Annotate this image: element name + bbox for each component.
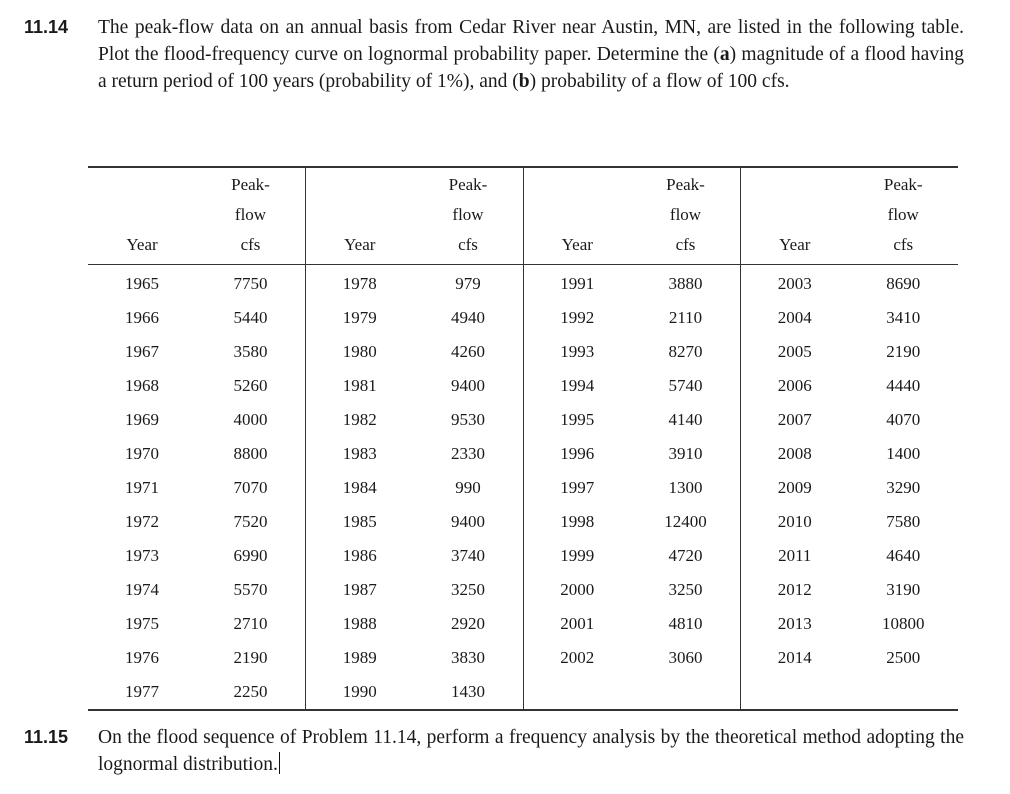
year-cell: 1988 — [342, 614, 377, 633]
peak-flow-cell: 2250 — [196, 675, 306, 710]
peak-flow-cell — [631, 675, 741, 710]
year-cell: 1990 — [342, 682, 377, 701]
peak-flow-cell: 3880 — [631, 265, 741, 302]
year-cell: 2006 — [777, 376, 812, 395]
peak-flow-cell: 2920 — [414, 607, 524, 641]
year-cell: 1982 — [342, 410, 377, 429]
peak-flow-cell: 4640 — [886, 546, 921, 565]
peak-flow-cell: 2190 — [886, 342, 921, 361]
year-cell: 2004 — [777, 308, 812, 327]
peak-flow-cell: 7070 — [196, 471, 306, 505]
year-cell — [741, 675, 849, 710]
peak-flow-cell: 3250 — [631, 573, 741, 607]
table-row — [88, 505, 958, 539]
year-cell: 2013 — [777, 614, 812, 633]
peak-flow-cell: 4070 — [886, 410, 921, 429]
year-cell: 2011 — [778, 546, 812, 565]
peak-flow-cell: 3060 — [631, 641, 741, 675]
peak-flow-cell: 1430 — [414, 675, 524, 710]
year-cell: 2014 — [777, 648, 812, 667]
table-row — [88, 573, 958, 607]
year-cell: 2003 — [777, 274, 812, 293]
table-row — [88, 471, 958, 505]
year-cell: 1994 — [560, 376, 595, 395]
year-cell: 1970 — [125, 444, 159, 463]
peak-flow-cell — [849, 675, 959, 710]
year-cell: 2007 — [777, 410, 812, 429]
year-cell: 1981 — [342, 376, 377, 395]
table-row — [88, 301, 958, 335]
header-peak-flow: Peak- flow cfs — [849, 167, 959, 265]
peak-flow-cell: 4940 — [414, 301, 524, 335]
year-cell: 1974 — [125, 580, 159, 599]
year-cell: 1979 — [342, 308, 377, 327]
year-cell: 1969 — [125, 410, 159, 429]
year-cell: 1978 — [342, 274, 377, 293]
peak-flow-cell: 10800 — [882, 614, 925, 633]
peak-flow-cell: 3290 — [886, 478, 921, 497]
peak-flow-cell: 979 — [414, 265, 524, 302]
year-cell: 1966 — [125, 308, 159, 327]
problem-number: 11.15 — [24, 727, 69, 747]
peak-flow-cell: 2500 — [886, 648, 921, 667]
peak-flow-cell: 3250 — [414, 573, 524, 607]
year-cell: 1973 — [125, 546, 159, 565]
year-cell: 2010 — [777, 512, 812, 531]
peak-flow-cell: 3410 — [886, 308, 921, 327]
peak-flow-cell: 2710 — [196, 607, 306, 641]
peak-flow-cell: 3740 — [414, 539, 524, 573]
year-cell: 1971 — [125, 478, 159, 497]
year-cell: 1999 — [560, 546, 595, 565]
year-cell — [523, 675, 631, 710]
peak-flow-cell: 7580 — [886, 512, 921, 531]
year-cell: 1986 — [342, 546, 377, 565]
header-peak-flow: Peak- flow cfs — [196, 167, 306, 265]
peak-flow-cell: 5740 — [631, 369, 741, 403]
problem-text[interactable]: On the flood sequence of Problem 11.14, perform a frequency analysis by the theoretical method adopting the lognormal distribution. — [98, 727, 964, 775]
year-cell: 1992 — [560, 308, 595, 327]
year-cell: 1976 — [125, 648, 159, 667]
problem-11-15 — [24, 724, 964, 778]
year-cell: 1980 — [342, 342, 377, 361]
peak-flow-cell: 2190 — [196, 641, 306, 675]
peak-flow-cell: 2330 — [414, 437, 524, 471]
peak-flow-cell: 1300 — [631, 471, 741, 505]
table-row — [88, 675, 958, 710]
year-cell: 1987 — [342, 580, 377, 599]
peak-flow-cell: 5440 — [196, 301, 306, 335]
peak-flow-cell: 7750 — [196, 265, 306, 302]
peak-flow-cell: 3580 — [196, 335, 306, 369]
year-cell: 2008 — [777, 444, 812, 463]
peak-flow-cell: 4720 — [631, 539, 741, 573]
table-row — [88, 265, 958, 302]
peak-flow-cell: 8800 — [196, 437, 306, 471]
year-cell: 2001 — [560, 614, 595, 633]
year-cell: 1989 — [342, 648, 377, 667]
table-row — [88, 641, 958, 675]
year-cell: 2000 — [560, 580, 595, 599]
problem-text: The peak-flow data on an annual basis from Cedar River near Austin, MN, are listed in the following table. Plot the flood-frequency curve on lognormal probability paper. Determine the (a) magnitude of a flood having a return period of 100 years (probability of 1%), and (b) probability of a flow of 100 cfs. — [98, 17, 964, 92]
table-row — [88, 369, 958, 403]
header-year: Year — [306, 167, 414, 265]
table-row — [88, 607, 958, 641]
year-cell: 1996 — [560, 444, 595, 463]
peak-flow-cell: 4000 — [196, 403, 306, 437]
problem-number: 11.14 — [24, 17, 69, 37]
header-peak-flow: Peak- flow cfs — [414, 167, 524, 265]
year-cell: 1967 — [125, 342, 159, 361]
year-cell: 2009 — [777, 478, 812, 497]
year-cell: 2002 — [560, 648, 595, 667]
table-row — [88, 437, 958, 471]
year-cell: 1972 — [125, 512, 159, 531]
year-cell: 1991 — [560, 274, 595, 293]
year-cell: 1984 — [342, 478, 377, 497]
peak-flow-cell: 3910 — [631, 437, 741, 471]
peak-flow-cell: 9530 — [414, 403, 524, 437]
header-year: Year — [741, 167, 849, 265]
year-cell: 1983 — [342, 444, 377, 463]
peak-flow-cell: 4260 — [414, 335, 524, 369]
peak-flow-cell: 8270 — [631, 335, 741, 369]
year-cell: 1968 — [125, 376, 159, 395]
table-row — [88, 539, 958, 573]
label-a: a — [719, 44, 730, 65]
peak-flow-cell: 4440 — [886, 376, 921, 395]
peak-flow-cell: 1400 — [886, 444, 921, 463]
text-cursor — [279, 752, 281, 774]
label-b: b — [518, 71, 530, 92]
peak-flow-table — [88, 166, 958, 711]
peak-flow-cell: 990 — [414, 471, 524, 505]
peak-flow-cell: 8690 — [886, 274, 921, 293]
peak-flow-cell: 12400 — [631, 505, 741, 539]
table-row — [88, 335, 958, 369]
year-cell: 1998 — [560, 512, 595, 531]
peak-flow-cell: 5260 — [196, 369, 306, 403]
problem-11-14 — [24, 14, 964, 95]
table-row — [88, 403, 958, 437]
peak-flow-cell: 5570 — [196, 573, 306, 607]
year-cell: 2005 — [777, 342, 812, 361]
peak-flow-cell: 3830 — [414, 641, 524, 675]
peak-flow-cell: 7520 — [196, 505, 306, 539]
year-cell: 1993 — [560, 342, 595, 361]
peak-flow-cell: 4140 — [631, 403, 741, 437]
year-cell: 1997 — [560, 478, 595, 497]
year-cell: 1965 — [125, 274, 159, 293]
peak-flow-cell: 4810 — [631, 607, 741, 641]
peak-flow-cell: 2110 — [631, 301, 741, 335]
header-year: Year — [523, 167, 631, 265]
header-year: Year — [88, 167, 196, 265]
peak-flow-cell: 6990 — [196, 539, 306, 573]
peak-flow-cell: 9400 — [414, 505, 524, 539]
peak-flow-cell: 3190 — [886, 580, 921, 599]
year-cell: 2012 — [777, 580, 812, 599]
year-cell: 1977 — [125, 682, 159, 701]
header-peak-flow: Peak- flow cfs — [631, 167, 741, 265]
year-cell: 1985 — [342, 512, 377, 531]
table-header-row — [88, 167, 958, 265]
table-body — [88, 265, 958, 711]
year-cell: 1975 — [125, 614, 159, 633]
peak-flow-cell: 9400 — [414, 369, 524, 403]
year-cell: 1995 — [560, 410, 595, 429]
